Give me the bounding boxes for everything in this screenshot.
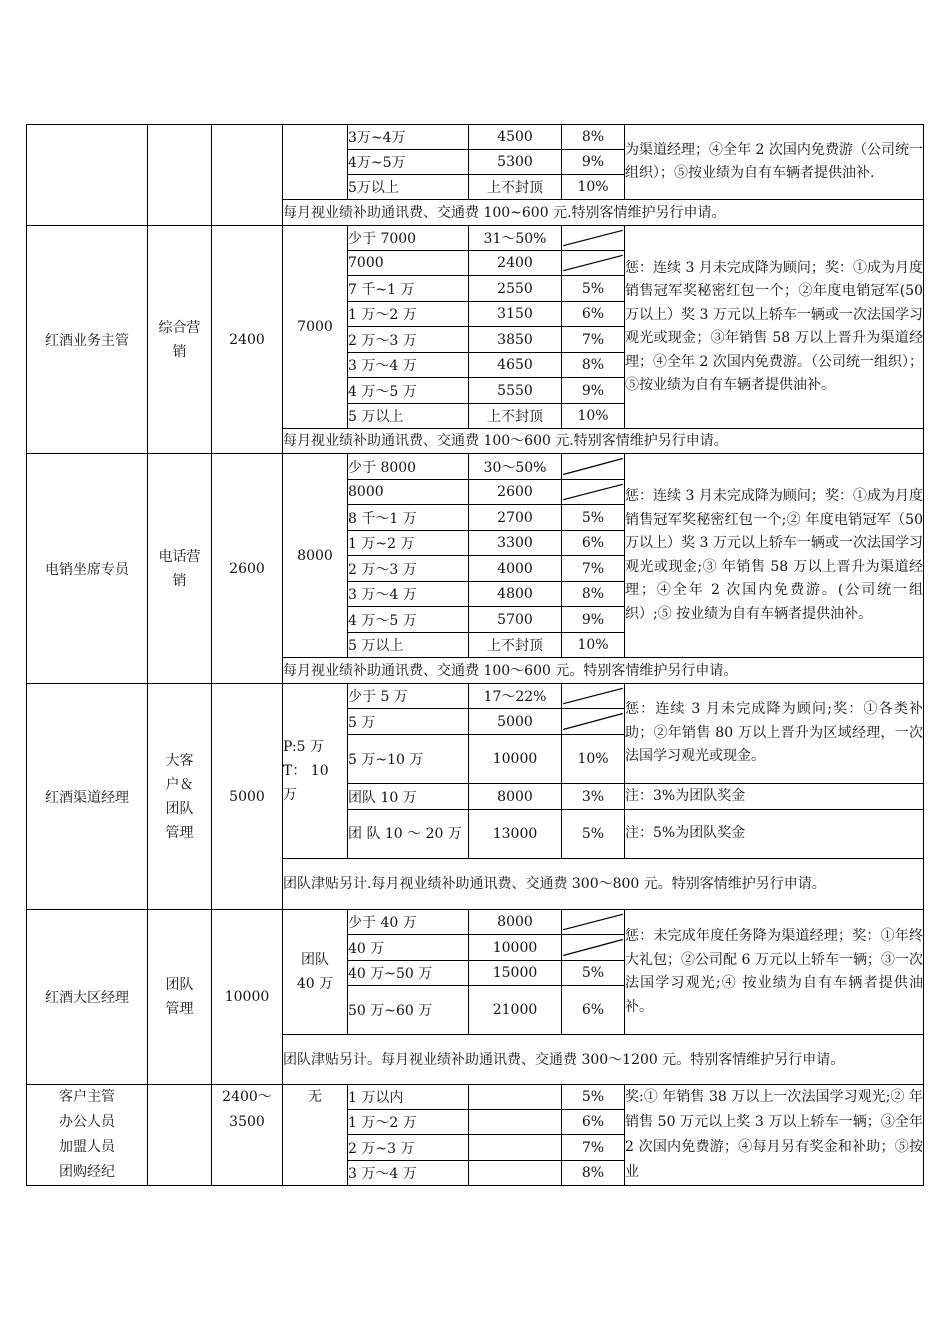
- diagonal-cell: [562, 684, 625, 709]
- tier-range: 5 万: [348, 709, 469, 735]
- position-cell: 电销坐席专员: [27, 454, 148, 684]
- tier-salary: 4650: [469, 353, 562, 378]
- tier-range: 3 万～4 万: [348, 1161, 469, 1186]
- diagonal-cell: [562, 910, 625, 935]
- reward-note: 惩：连续 3 月未完成降为顾问；奖：①成为月度销售冠军奖秘密红包一个；②年度电销冠军(50 万以上）奖 3 万元以上轿车一辆或一次法国学习观光或现金；③年销售 58 万以上晋升为渠道经理；④全年 2 次国内免费游。（公司统一组织）；⑤按业绩为自有车辆者提供油补。: [625, 226, 924, 429]
- position-name: 客户主管: [59, 1089, 115, 1105]
- tier-salary: [469, 1161, 562, 1186]
- tier-rate: 7%: [562, 556, 625, 582]
- tier-salary: 5300: [469, 150, 562, 175]
- allowance-note: 每月视业绩补助通讯费、交通费 100~600 元.特别客情维护另行申请。: [283, 200, 924, 226]
- diagonal-cell: [562, 454, 625, 480]
- channel-cell: 团队管理: [148, 910, 212, 1085]
- diagonal-cell: [562, 480, 625, 505]
- tier-rate: 3%: [562, 784, 625, 810]
- tier-salary: 2400: [469, 251, 562, 276]
- tier-salary: 10000: [469, 935, 562, 961]
- tier-range: 2 万~3 万: [348, 1135, 469, 1161]
- tier-rate: 7%: [562, 1135, 625, 1161]
- tier-rate: 5%: [562, 276, 625, 302]
- tier-range: 4万~5万: [348, 150, 469, 175]
- tier-range: 团 队 10 ～ 20 万: [348, 810, 469, 859]
- tier-range: 团队 10 万: [348, 784, 469, 810]
- tier-salary: [469, 1085, 562, 1110]
- tier-salary: 5000: [469, 709, 562, 735]
- tier-salary: 4500: [469, 125, 562, 150]
- tier-range: 3 万～4 万: [348, 582, 469, 607]
- channel-cell: 电话营销: [148, 454, 212, 684]
- position-name: 加盟人员: [59, 1139, 115, 1155]
- tier-rate: 8%: [562, 125, 625, 150]
- tier-rate: 6%: [562, 1110, 625, 1135]
- tier-rate: 8%: [562, 582, 625, 607]
- reward-note: 奖:① 年销售 38 万以上一次法国学习观光;② 年销售 50 万元以上奖 3 万以上轿车一辆；③全年 2 次国内免费游；④每月另有奖金和补助；⑤按业: [625, 1085, 924, 1186]
- tier-salary: 上不封顶: [469, 404, 562, 429]
- target-cell: 团队 40 万: [283, 910, 348, 1035]
- tier-range: 7000: [348, 251, 469, 276]
- tier-salary: 3150: [469, 302, 562, 327]
- reward-note: 为渠道经理；④全年 2 次国内免费游（公司统一组织）；⑤按业绩为自有车辆者提供油补.: [625, 125, 924, 200]
- tier-rate: 6%: [562, 302, 625, 327]
- target-cell: [283, 125, 348, 200]
- channel-cell: [148, 125, 212, 226]
- diagonal-cell: [562, 251, 625, 276]
- tier-range: 1 万～2 万: [348, 302, 469, 327]
- reward-note: 惩：连续 3 月未完成降为顾问；奖：①成为月度销售冠军奖秘密红包一个;② 年度电销冠军（50 万以上）奖 3 万元以上轿车一辆或一次法国学习观光或现金;③ 年销售 58 万以上晋升为渠道经理；④全年 2 次国内免费游。(公司统一组织）;⑤ 按业绩为自有车辆者提供油补。: [625, 454, 924, 658]
- team-bonus-note: 注：5%为团队奖金: [625, 810, 924, 859]
- position-name: 办公人员: [59, 1114, 115, 1130]
- tier-salary: 5700: [469, 607, 562, 633]
- tier-rate: 10%: [562, 633, 625, 658]
- channel-cell: 大客户＆团队管理: [148, 684, 212, 910]
- tier-range: 4 万～5 万: [348, 378, 469, 404]
- tier-salary: 17～22%: [469, 684, 562, 709]
- tier-range: 少于 40 万: [348, 910, 469, 935]
- tier-salary: 2700: [469, 505, 562, 531]
- tier-salary: 3850: [469, 327, 562, 353]
- tier-rate: 7%: [562, 327, 625, 353]
- base-salary-cell: 2400～3500: [212, 1085, 283, 1186]
- tier-rate: 8%: [562, 353, 625, 378]
- target-cell: 7000: [283, 226, 348, 429]
- position-cell: [27, 125, 148, 226]
- tier-salary: 4000: [469, 556, 562, 582]
- tier-rate: 9%: [562, 150, 625, 175]
- tier-salary: 2550: [469, 276, 562, 302]
- tier-salary: 2600: [469, 480, 562, 505]
- tier-range: 1 万以内: [348, 1085, 469, 1110]
- tier-range: 3 万～4 万: [348, 353, 469, 378]
- table-row: [27, 1085, 924, 1110]
- reward-note: 惩：连续 3 月未完成降为顾问;奖：①各类补助；②年销售 80 万以上晋升为区域经理，一次法国学习观光或现金。: [625, 684, 924, 784]
- tier-range: 少于 7000: [348, 226, 469, 251]
- team-bonus-note: 注：3%为团队奖金: [625, 784, 924, 810]
- tier-range: 1 万~2 万: [348, 531, 469, 556]
- tier-range: 少于 5 万: [348, 684, 469, 709]
- channel-cell: 综合营销: [148, 226, 212, 454]
- target-cell: 无: [283, 1085, 348, 1186]
- tier-rate: 10%: [562, 175, 625, 200]
- commission-table: [26, 124, 924, 1186]
- tier-rate: 9%: [562, 378, 625, 404]
- channel-cell: [148, 1085, 212, 1186]
- base-salary-cell: 10000: [212, 910, 283, 1085]
- tier-salary: 5550: [469, 378, 562, 404]
- tier-range: 5 万~10 万: [348, 735, 469, 784]
- position-cell: 红酒大区经理: [27, 910, 148, 1085]
- tier-rate: 5%: [562, 810, 625, 859]
- tier-rate: 10%: [562, 404, 625, 429]
- base-salary-cell: [212, 125, 283, 226]
- tier-salary: 8000: [469, 910, 562, 935]
- diagonal-cell: [562, 226, 625, 251]
- base-salary-cell: 2400: [212, 226, 283, 454]
- tier-salary: 15000: [469, 961, 562, 986]
- tier-range: 7 千~1 万: [348, 276, 469, 302]
- table-row: [27, 226, 924, 251]
- tier-rate: 5%: [562, 961, 625, 986]
- diagonal-cell: [562, 935, 625, 961]
- table-row: [27, 684, 924, 709]
- tier-range: 少于 8000: [348, 454, 469, 480]
- tier-rate: 6%: [562, 531, 625, 556]
- tier-salary: 4800: [469, 582, 562, 607]
- tier-range: 40 万: [348, 935, 469, 961]
- tier-range: 5 万以上: [348, 404, 469, 429]
- diagonal-cell: [562, 709, 625, 735]
- tier-salary: 10000: [469, 735, 562, 784]
- tier-range: 5万以上: [348, 175, 469, 200]
- target-cell: 8000: [283, 454, 348, 658]
- tier-range: 5 万以上: [348, 633, 469, 658]
- base-salary-cell: 5000: [212, 684, 283, 910]
- allowance-note: 团队津贴另计.每月视业绩补助通讯费、交通费 300～800 元。特别客情维护另行申请。: [283, 859, 924, 910]
- tier-range: 4 万～5 万: [348, 607, 469, 633]
- tier-range: 40 万~50 万: [348, 961, 469, 986]
- tier-range: 50 万~60 万: [348, 986, 469, 1035]
- tier-salary: 31～50%: [469, 226, 562, 251]
- tier-salary: 3300: [469, 531, 562, 556]
- target-cell: P:5 万 T： 10 万: [283, 684, 348, 859]
- tier-salary: [469, 1110, 562, 1135]
- tier-rate: 9%: [562, 607, 625, 633]
- base-salary-cell: 2600: [212, 454, 283, 684]
- position-cell: 红酒渠道经理: [27, 684, 148, 910]
- reward-note: 惩：未完成年度任务降为渠道经理；奖：①年终大礼包；②公司配 6 万元以上轿车一辆；③一次法国学习观光;④ 按业绩为自有车辆者提供油补。: [625, 910, 924, 1035]
- allowance-note: 每月视业绩补助通讯费、交通费 100～600 元.特别客情维护另行申请。: [283, 429, 924, 454]
- tier-rate: 8%: [562, 1161, 625, 1186]
- tier-rate: 10%: [562, 735, 625, 784]
- tier-range: 8000: [348, 480, 469, 505]
- tier-salary: 30～50%: [469, 454, 562, 480]
- tier-salary: 13000: [469, 810, 562, 859]
- tier-range: 1 万～2 万: [348, 1110, 469, 1135]
- tier-range: 2 万～3 万: [348, 327, 469, 353]
- tier-rate: 6%: [562, 986, 625, 1035]
- tier-range: 2 万～3 万: [348, 556, 469, 582]
- position-cell: [27, 1085, 148, 1186]
- position-name: 团购经纪: [59, 1164, 115, 1180]
- tier-rate: 5%: [562, 505, 625, 531]
- tier-salary: 上不封顶: [469, 633, 562, 658]
- table-row: [27, 454, 924, 480]
- tier-rate: 5%: [562, 1085, 625, 1110]
- tier-salary: 上不封顶: [469, 175, 562, 200]
- tier-salary: 21000: [469, 986, 562, 1035]
- tier-range: 8 千～1 万: [348, 505, 469, 531]
- position-cell: 红酒业务主管: [27, 226, 148, 454]
- table-row: [27, 910, 924, 935]
- tier-salary: [469, 1135, 562, 1161]
- tier-salary: 8000: [469, 784, 562, 810]
- allowance-note: 团队津贴另计。每月视业绩补助通讯费、交通费 300～1200 元。特别客情维护另行申请。: [283, 1035, 924, 1085]
- tier-range: 3万~4万: [348, 125, 469, 150]
- allowance-note: 每月视业绩补助通讯费、交通费 100～600 元。特别客情维护另行申请。: [283, 658, 924, 684]
- table-row: [27, 125, 924, 150]
